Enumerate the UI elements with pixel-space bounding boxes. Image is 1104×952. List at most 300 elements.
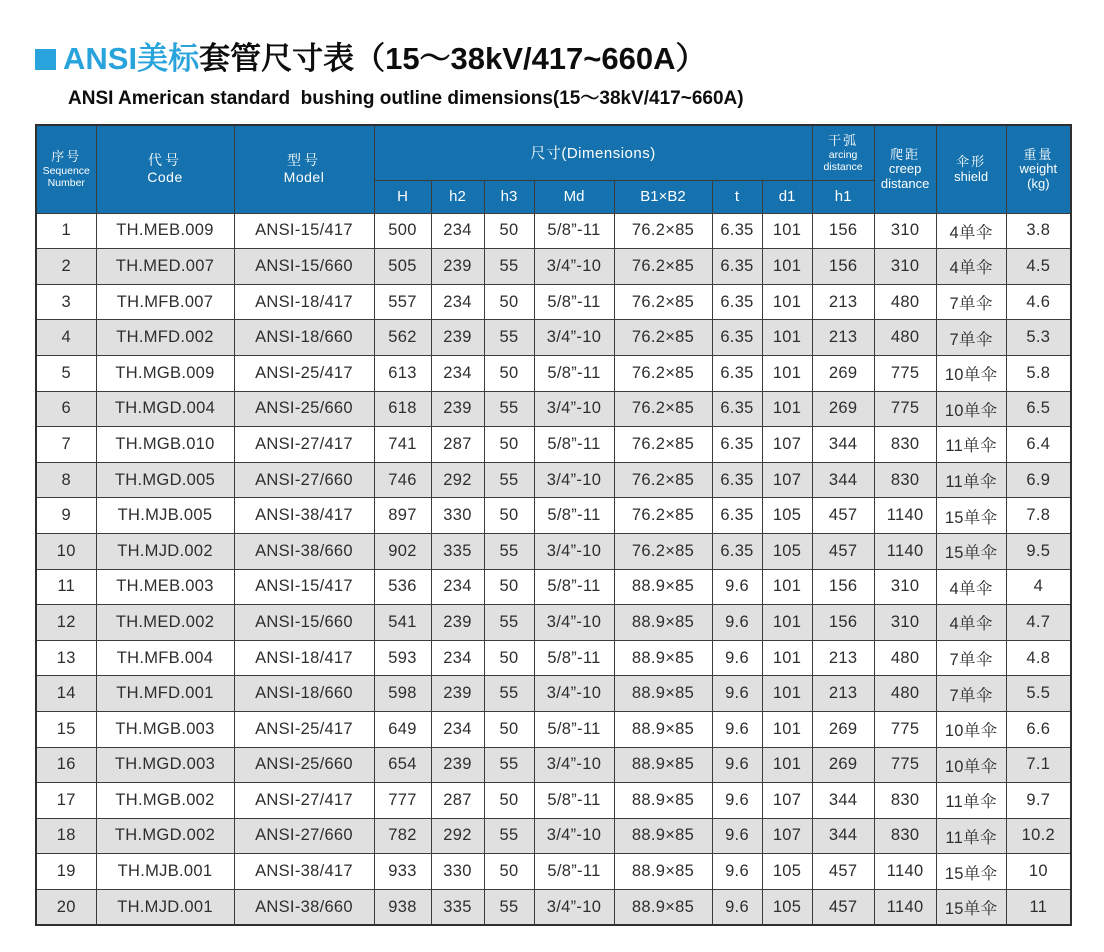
table-row (36, 213, 1071, 249)
cell-H: 938 (374, 889, 431, 925)
subcol-header-Md: Md (534, 180, 614, 213)
cell-seq: 20 (36, 889, 96, 925)
cell-B1xB2: 88.9×85 (614, 783, 712, 819)
page-title-accent: ANSI美标 (63, 41, 200, 76)
cell-B1xB2: 76.2×85 (614, 462, 712, 498)
cell-h2: 287 (431, 427, 484, 463)
cell-h2: 234 (431, 213, 484, 249)
page-title-rest: 套管尺寸表（15～38kV/417~660A） (199, 41, 707, 76)
table-row (36, 284, 1071, 320)
cell-weight: 5.3 (1006, 320, 1071, 356)
page-title (35, 42, 1104, 76)
cell-h1: 457 (812, 498, 874, 534)
cell-h2: 234 (431, 355, 484, 391)
cell-h3: 50 (484, 783, 534, 819)
cell-model: ANSI-15/660 (234, 249, 374, 285)
cell-h3: 50 (484, 640, 534, 676)
cell-h3: 55 (484, 605, 534, 641)
cell-d1: 101 (762, 605, 812, 641)
cell-t: 6.35 (712, 249, 762, 285)
cell-h2: 292 (431, 818, 484, 854)
cell-Md: 5/8”-11 (534, 711, 614, 747)
cell-d1: 107 (762, 462, 812, 498)
cell-model: ANSI-38/417 (234, 498, 374, 534)
col-header-creep-distance: 爬距 creep distance (874, 125, 936, 213)
cell-h2: 234 (431, 640, 484, 676)
cell-Md: 5/8”-11 (534, 569, 614, 605)
cell-code: TH.MGD.004 (96, 391, 234, 427)
cell-creep-distance: 830 (874, 462, 936, 498)
cell-h1: 213 (812, 640, 874, 676)
cell-h1: 213 (812, 676, 874, 712)
subcol-header-B1xB2: B1×B2 (614, 180, 712, 213)
cell-Md: 3/4”-10 (534, 747, 614, 783)
cell-model: ANSI-15/417 (234, 213, 374, 249)
cell-t: 9.6 (712, 605, 762, 641)
cell-model: ANSI-25/660 (234, 747, 374, 783)
cell-h3: 55 (484, 320, 534, 356)
cell-B1xB2: 76.2×85 (614, 320, 712, 356)
cell-shield: 7单伞 (936, 676, 1006, 712)
cell-h1: 156 (812, 569, 874, 605)
cell-creep-distance: 830 (874, 818, 936, 854)
cell-seq: 7 (36, 427, 96, 463)
cell-h3: 50 (484, 213, 534, 249)
cell-H: 649 (374, 711, 431, 747)
cell-h1: 457 (812, 889, 874, 925)
cell-weight: 4.5 (1006, 249, 1071, 285)
cell-d1: 101 (762, 284, 812, 320)
cell-h1: 344 (812, 427, 874, 463)
cell-weight: 6.6 (1006, 711, 1071, 747)
cell-t: 6.35 (712, 427, 762, 463)
cell-creep-distance: 310 (874, 213, 936, 249)
cell-B1xB2: 76.2×85 (614, 249, 712, 285)
cell-H: 746 (374, 462, 431, 498)
subcol-header-h1: h1 (812, 180, 874, 213)
cell-d1: 101 (762, 640, 812, 676)
cell-h2: 234 (431, 711, 484, 747)
cell-Md: 3/4”-10 (534, 605, 614, 641)
cell-h2: 239 (431, 249, 484, 285)
cell-model: ANSI-38/660 (234, 533, 374, 569)
table-row (36, 355, 1071, 391)
cell-B1xB2: 76.2×85 (614, 355, 712, 391)
cell-shield: 10单伞 (936, 711, 1006, 747)
cell-h3: 50 (484, 711, 534, 747)
cell-t: 9.6 (712, 569, 762, 605)
cell-h3: 50 (484, 355, 534, 391)
cell-Md: 5/8”-11 (534, 355, 614, 391)
table-row (36, 640, 1071, 676)
cell-h2: 239 (431, 320, 484, 356)
cell-creep-distance: 775 (874, 711, 936, 747)
table-header (36, 125, 1071, 213)
cell-seq: 9 (36, 498, 96, 534)
cell-Md: 3/4”-10 (534, 320, 614, 356)
cell-code: TH.MED.002 (96, 605, 234, 641)
cell-t: 6.35 (712, 533, 762, 569)
cell-model: ANSI-27/417 (234, 783, 374, 819)
cell-h2: 234 (431, 284, 484, 320)
cell-seq: 11 (36, 569, 96, 605)
cell-weight: 11 (1006, 889, 1071, 925)
cell-H: 613 (374, 355, 431, 391)
cell-H: 902 (374, 533, 431, 569)
cell-seq: 13 (36, 640, 96, 676)
cell-h2: 239 (431, 747, 484, 783)
table-row (36, 676, 1071, 712)
cell-h3: 50 (484, 569, 534, 605)
cell-h3: 55 (484, 747, 534, 783)
cell-t: 9.6 (712, 640, 762, 676)
table-row (36, 854, 1071, 890)
cell-shield: 4单伞 (936, 569, 1006, 605)
cell-Md: 3/4”-10 (534, 533, 614, 569)
cell-weight: 6.4 (1006, 427, 1071, 463)
table-row (36, 818, 1071, 854)
cell-seq: 17 (36, 783, 96, 819)
cell-h3: 50 (484, 854, 534, 890)
cell-t: 9.6 (712, 676, 762, 712)
cell-shield: 4单伞 (936, 249, 1006, 285)
cell-shield: 4单伞 (936, 213, 1006, 249)
cell-Md: 5/8”-11 (534, 640, 614, 676)
cell-shield: 15单伞 (936, 498, 1006, 534)
cell-H: 933 (374, 854, 431, 890)
cell-weight: 9.7 (1006, 783, 1071, 819)
cell-model: ANSI-15/660 (234, 605, 374, 641)
cell-B1xB2: 88.9×85 (614, 854, 712, 890)
cell-t: 9.6 (712, 818, 762, 854)
cell-code: TH.MGD.005 (96, 462, 234, 498)
bushing-dimensions-table (35, 124, 1072, 926)
cell-model: ANSI-38/417 (234, 854, 374, 890)
cell-creep-distance: 830 (874, 427, 936, 463)
cell-seq: 18 (36, 818, 96, 854)
cell-model: ANSI-18/417 (234, 640, 374, 676)
page-subtitle: ANSI American standard bushing outline dimensions(15～38kV/417~660A) (68, 88, 744, 110)
col-header-sequence: 序号 Sequence Number (36, 125, 96, 213)
cell-h1: 457 (812, 854, 874, 890)
cell-H: 777 (374, 783, 431, 819)
cell-t: 6.35 (712, 320, 762, 356)
cell-code: TH.MJD.002 (96, 533, 234, 569)
table-row (36, 889, 1071, 925)
cell-model: ANSI-27/660 (234, 818, 374, 854)
cell-weight: 6.5 (1006, 391, 1071, 427)
cell-H: 557 (374, 284, 431, 320)
cell-h1: 156 (812, 249, 874, 285)
cell-seq: 8 (36, 462, 96, 498)
cell-B1xB2: 88.9×85 (614, 569, 712, 605)
cell-creep-distance: 480 (874, 320, 936, 356)
cell-weight: 5.5 (1006, 676, 1071, 712)
cell-B1xB2: 88.9×85 (614, 676, 712, 712)
cell-code: TH.MFD.002 (96, 320, 234, 356)
cell-H: 897 (374, 498, 431, 534)
cell-h3: 55 (484, 462, 534, 498)
cell-t: 9.6 (712, 889, 762, 925)
cell-creep-distance: 775 (874, 747, 936, 783)
cell-shield: 10单伞 (936, 747, 1006, 783)
cell-H: 654 (374, 747, 431, 783)
cell-d1: 101 (762, 320, 812, 356)
cell-creep-distance: 480 (874, 640, 936, 676)
cell-shield: 15单伞 (936, 854, 1006, 890)
cell-shield: 10单伞 (936, 355, 1006, 391)
cell-seq: 15 (36, 711, 96, 747)
cell-shield: 11单伞 (936, 427, 1006, 463)
cell-h2: 330 (431, 854, 484, 890)
cell-code: TH.MFB.004 (96, 640, 234, 676)
cell-d1: 101 (762, 391, 812, 427)
cell-H: 505 (374, 249, 431, 285)
cell-h3: 55 (484, 676, 534, 712)
cell-creep-distance: 310 (874, 569, 936, 605)
cell-model: ANSI-18/660 (234, 320, 374, 356)
cell-Md: 5/8”-11 (534, 854, 614, 890)
cell-weight: 4 (1006, 569, 1071, 605)
cell-h2: 335 (431, 533, 484, 569)
col-header-shield: 伞形 shield (936, 125, 1006, 213)
subcol-header-h2: h2 (431, 180, 484, 213)
cell-h1: 213 (812, 320, 874, 356)
cell-code: TH.MGD.002 (96, 818, 234, 854)
cell-h3: 50 (484, 284, 534, 320)
cell-d1: 107 (762, 818, 812, 854)
cell-H: 500 (374, 213, 431, 249)
cell-weight: 4.7 (1006, 605, 1071, 641)
cell-h3: 55 (484, 249, 534, 285)
cell-d1: 105 (762, 854, 812, 890)
col-header-model: 型号 Model (234, 125, 374, 213)
cell-model: ANSI-18/660 (234, 676, 374, 712)
cell-H: 618 (374, 391, 431, 427)
table-row (36, 569, 1071, 605)
cell-d1: 107 (762, 427, 812, 463)
table-row (36, 498, 1071, 534)
cell-weight: 5.8 (1006, 355, 1071, 391)
cell-d1: 101 (762, 711, 812, 747)
table-body (36, 213, 1071, 925)
cell-shield: 11单伞 (936, 462, 1006, 498)
cell-code: TH.MEB.009 (96, 213, 234, 249)
cell-Md: 3/4”-10 (534, 249, 614, 285)
cell-B1xB2: 88.9×85 (614, 889, 712, 925)
cell-Md: 5/8”-11 (534, 213, 614, 249)
cell-h3: 55 (484, 533, 534, 569)
cell-seq: 6 (36, 391, 96, 427)
table-row (36, 462, 1071, 498)
cell-Md: 3/4”-10 (534, 391, 614, 427)
cell-seq: 3 (36, 284, 96, 320)
cell-seq: 19 (36, 854, 96, 890)
cell-t: 6.35 (712, 355, 762, 391)
cell-h3: 55 (484, 391, 534, 427)
cell-B1xB2: 88.9×85 (614, 711, 712, 747)
cell-code: TH.MED.007 (96, 249, 234, 285)
cell-d1: 101 (762, 676, 812, 712)
subcol-header-H: H (374, 180, 431, 213)
table-row (36, 391, 1071, 427)
table-row (36, 249, 1071, 285)
cell-h2: 335 (431, 889, 484, 925)
cell-d1: 101 (762, 249, 812, 285)
cell-creep-distance: 310 (874, 249, 936, 285)
cell-d1: 101 (762, 355, 812, 391)
cell-h1: 344 (812, 783, 874, 819)
cell-h1: 269 (812, 355, 874, 391)
cell-weight: 7.1 (1006, 747, 1071, 783)
cell-model: ANSI-27/417 (234, 427, 374, 463)
cell-h2: 287 (431, 783, 484, 819)
cell-h1: 457 (812, 533, 874, 569)
cell-model: ANSI-25/417 (234, 355, 374, 391)
cell-h2: 292 (431, 462, 484, 498)
cell-d1: 107 (762, 783, 812, 819)
table-row (36, 747, 1071, 783)
cell-creep-distance: 310 (874, 605, 936, 641)
cell-seq: 2 (36, 249, 96, 285)
cell-t: 6.35 (712, 213, 762, 249)
cell-shield: 4单伞 (936, 605, 1006, 641)
cell-B1xB2: 76.2×85 (614, 391, 712, 427)
cell-d1: 105 (762, 498, 812, 534)
cell-H: 536 (374, 569, 431, 605)
cell-B1xB2: 88.9×85 (614, 747, 712, 783)
cell-B1xB2: 88.9×85 (614, 818, 712, 854)
table-row (36, 783, 1071, 819)
cell-B1xB2: 76.2×85 (614, 498, 712, 534)
cell-code: TH.MGB.002 (96, 783, 234, 819)
cell-model: ANSI-18/417 (234, 284, 374, 320)
cell-code: TH.MJB.001 (96, 854, 234, 890)
table-row (36, 533, 1071, 569)
cell-code: TH.MJB.005 (96, 498, 234, 534)
title-bullet-square-icon (35, 49, 56, 70)
cell-H: 593 (374, 640, 431, 676)
cell-shield: 11单伞 (936, 818, 1006, 854)
cell-seq: 12 (36, 605, 96, 641)
cell-model: ANSI-38/660 (234, 889, 374, 925)
cell-h1: 213 (812, 284, 874, 320)
cell-Md: 3/4”-10 (534, 889, 614, 925)
cell-Md: 3/4”-10 (534, 676, 614, 712)
cell-code: TH.MFB.007 (96, 284, 234, 320)
cell-B1xB2: 88.9×85 (614, 605, 712, 641)
cell-d1: 101 (762, 213, 812, 249)
subcol-header-d1: d1 (762, 180, 812, 213)
cell-shield: 7单伞 (936, 320, 1006, 356)
cell-Md: 3/4”-10 (534, 818, 614, 854)
cell-code: TH.MFD.001 (96, 676, 234, 712)
cell-seq: 1 (36, 213, 96, 249)
cell-Md: 5/8”-11 (534, 498, 614, 534)
cell-creep-distance: 1140 (874, 498, 936, 534)
cell-B1xB2: 76.2×85 (614, 213, 712, 249)
cell-code: TH.MGB.010 (96, 427, 234, 463)
cell-B1xB2: 76.2×85 (614, 284, 712, 320)
cell-seq: 14 (36, 676, 96, 712)
cell-h3: 55 (484, 889, 534, 925)
cell-weight: 10 (1006, 854, 1071, 890)
cell-model: ANSI-25/660 (234, 391, 374, 427)
cell-weight: 10.2 (1006, 818, 1071, 854)
cell-creep-distance: 480 (874, 284, 936, 320)
cell-Md: 5/8”-11 (534, 284, 614, 320)
cell-h2: 234 (431, 569, 484, 605)
cell-h2: 330 (431, 498, 484, 534)
cell-Md: 3/4”-10 (534, 462, 614, 498)
cell-t: 6.35 (712, 391, 762, 427)
cell-h1: 156 (812, 605, 874, 641)
col-header-code: 代号 Code (96, 125, 234, 213)
cell-model: ANSI-15/417 (234, 569, 374, 605)
cell-creep-distance: 775 (874, 391, 936, 427)
cell-H: 741 (374, 427, 431, 463)
cell-B1xB2: 76.2×85 (614, 533, 712, 569)
cell-h1: 344 (812, 818, 874, 854)
table-row (36, 711, 1071, 747)
cell-h3: 55 (484, 818, 534, 854)
cell-seq: 5 (36, 355, 96, 391)
cell-model: ANSI-25/417 (234, 711, 374, 747)
cell-weight: 6.9 (1006, 462, 1071, 498)
cell-seq: 16 (36, 747, 96, 783)
cell-d1: 101 (762, 569, 812, 605)
cell-creep-distance: 1140 (874, 889, 936, 925)
cell-code: TH.MGB.003 (96, 711, 234, 747)
cell-Md: 5/8”-11 (534, 427, 614, 463)
cell-h1: 156 (812, 213, 874, 249)
col-header-weight: 重量 weight (kg) (1006, 125, 1071, 213)
cell-B1xB2: 76.2×85 (614, 427, 712, 463)
cell-shield: 7单伞 (936, 284, 1006, 320)
cell-creep-distance: 1140 (874, 854, 936, 890)
cell-d1: 105 (762, 889, 812, 925)
cell-h2: 239 (431, 676, 484, 712)
cell-code: TH.MEB.003 (96, 569, 234, 605)
col-header-dimensions: 尺寸(Dimensions) (374, 125, 812, 180)
table-row (36, 320, 1071, 356)
cell-creep-distance: 480 (874, 676, 936, 712)
table-row (36, 605, 1071, 641)
cell-seq: 4 (36, 320, 96, 356)
cell-code: TH.MJD.001 (96, 889, 234, 925)
cell-t: 9.6 (712, 783, 762, 819)
cell-shield: 11单伞 (936, 783, 1006, 819)
cell-creep-distance: 830 (874, 783, 936, 819)
cell-t: 9.6 (712, 747, 762, 783)
subcol-header-t: t (712, 180, 762, 213)
cell-creep-distance: 775 (874, 355, 936, 391)
cell-h1: 344 (812, 462, 874, 498)
table-row (36, 427, 1071, 463)
cell-H: 598 (374, 676, 431, 712)
cell-h2: 239 (431, 391, 484, 427)
cell-d1: 105 (762, 533, 812, 569)
cell-weight: 9.5 (1006, 533, 1071, 569)
cell-t: 6.35 (712, 462, 762, 498)
cell-weight: 7.8 (1006, 498, 1071, 534)
cell-h3: 50 (484, 427, 534, 463)
cell-H: 782 (374, 818, 431, 854)
cell-h3: 50 (484, 498, 534, 534)
cell-h1: 269 (812, 391, 874, 427)
cell-code: TH.MGD.003 (96, 747, 234, 783)
cell-H: 541 (374, 605, 431, 641)
